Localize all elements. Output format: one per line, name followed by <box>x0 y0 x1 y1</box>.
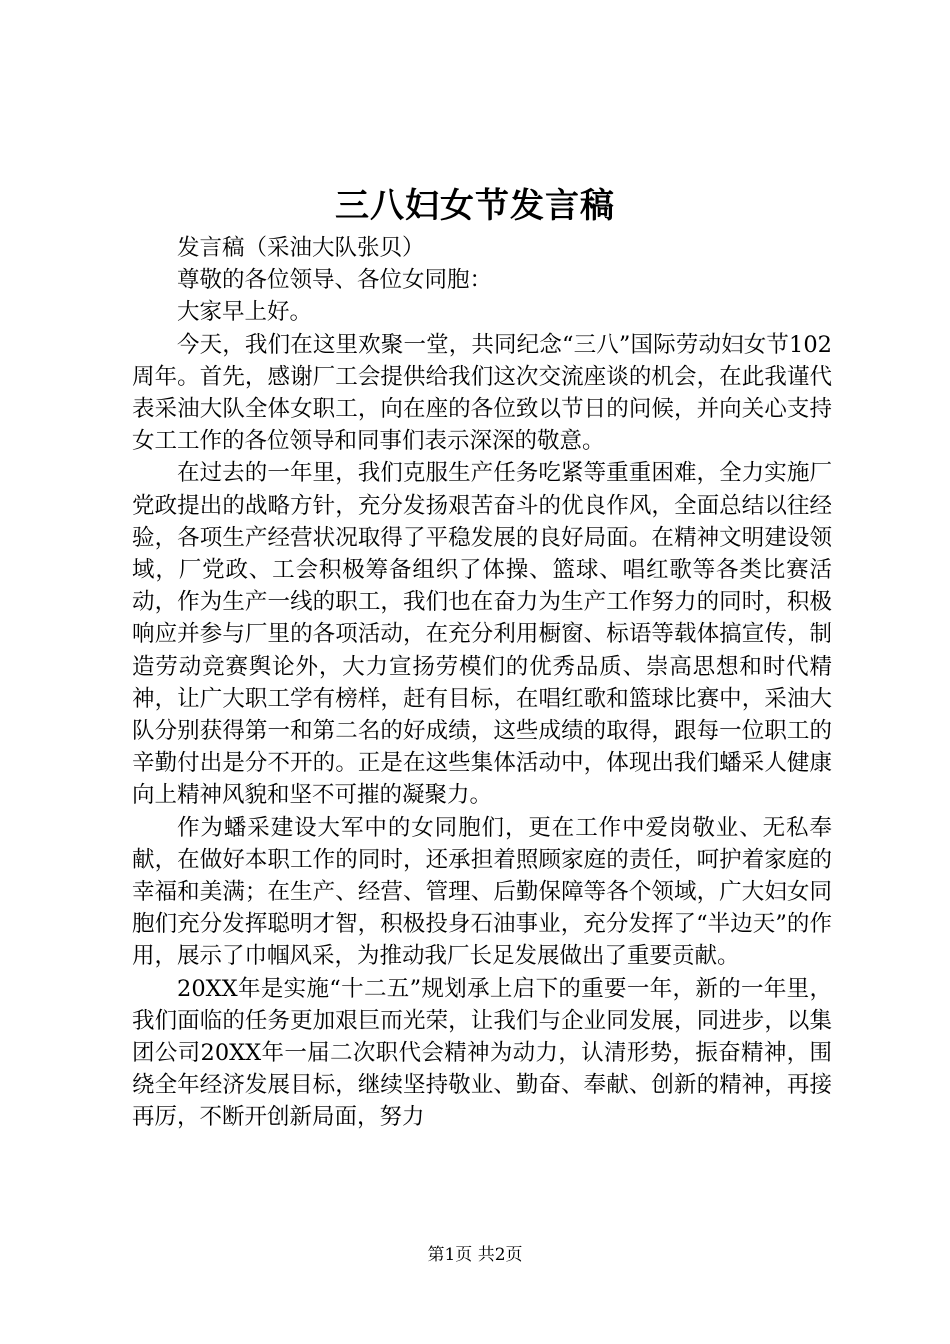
body-paragraph: 在过去的一年里，我们克服生产任务吃紧等重重困难，全力实施厂党政提出的战略方针，充分发扬艰苦奋斗的优良作风，全面总结以往经验，各项生产经营状况取得了平稳发展的良好局面。在精神文明建设领域，厂党政、工会积极筹备组织了体操、篮球、唱红歌等各类比赛活动，作为生产一线的职工，我们也在奋力为生产工作努力的同时，积极响应并参与厂里的各项活动，在充分利用橱窗、标语等载体搞宣传，制造劳动竞赛舆论外，大力宣扬劳模们的优秀品质、崇高思想和时代精神，让广大职工学有榜样，赶有目标，在唱红歌和篮球比赛中，采油大队分别获得第一和第二名的好成绩，这些成绩的取得，跟每一位职工的辛勤付出是分不开的。正是在这些集体活动中，体现出我们蟠采人健康向上精神风貌和坚不可摧的凝聚力。 <box>132 460 832 809</box>
body-paragraph: 今天，我们在这里欢聚一堂，共同纪念“三八”国际劳动妇女节102周年。首先，感谢厂工会提供给我们这次交流座谈的机会，在此我谨代表采油大队全体女职工，向在座的各位致以节日的问候，并向关心支持女工工作的各位领导和同事们表示深深的敬意。 <box>132 331 832 455</box>
body-paragraph: 20XX年是实施“十二五”规划承上启下的重要一年，新的一年里，我们面临的任务更加艰巨而光荣，让我们与企业同发展，同进步，以集团公司20XX年一届二次职代会精神为动力，认清形势，振奋精神，围绕全年经济发展目标，继续坚持敬业、勤奋、奉献、创新的精神，再接再厉，不断开创新局面，努力 <box>132 975 832 1131</box>
document-title: 三八妇女节发言稿 <box>335 186 615 226</box>
speech-subtitle: 发言稿（采油大队张贝） <box>177 235 425 261</box>
body-paragraph: 作为蟠采建设大军中的女同胞们，更在工作中爱岗敬业、无私奉献，在做好本职工作的同时，还承担着照顾家庭的责任，呵护着家庭的幸福和美满；在生产、经营、管理、后勤保障等各个领域，广大妇女同胞们充分发挥聪明才智，积极投身石油事业，充分发挥了“半边天”的作用，展示了巾帼风采，为推动我厂长足发展做出了重要贡献。 <box>132 814 832 970</box>
greeting: 大家早上好。 <box>177 299 313 326</box>
document-body <box>132 232 832 1134</box>
salutation: 尊敬的各位领导、各位女同胞： <box>177 267 493 294</box>
page-number-footer: 第1页 共2页 <box>427 1245 523 1265</box>
